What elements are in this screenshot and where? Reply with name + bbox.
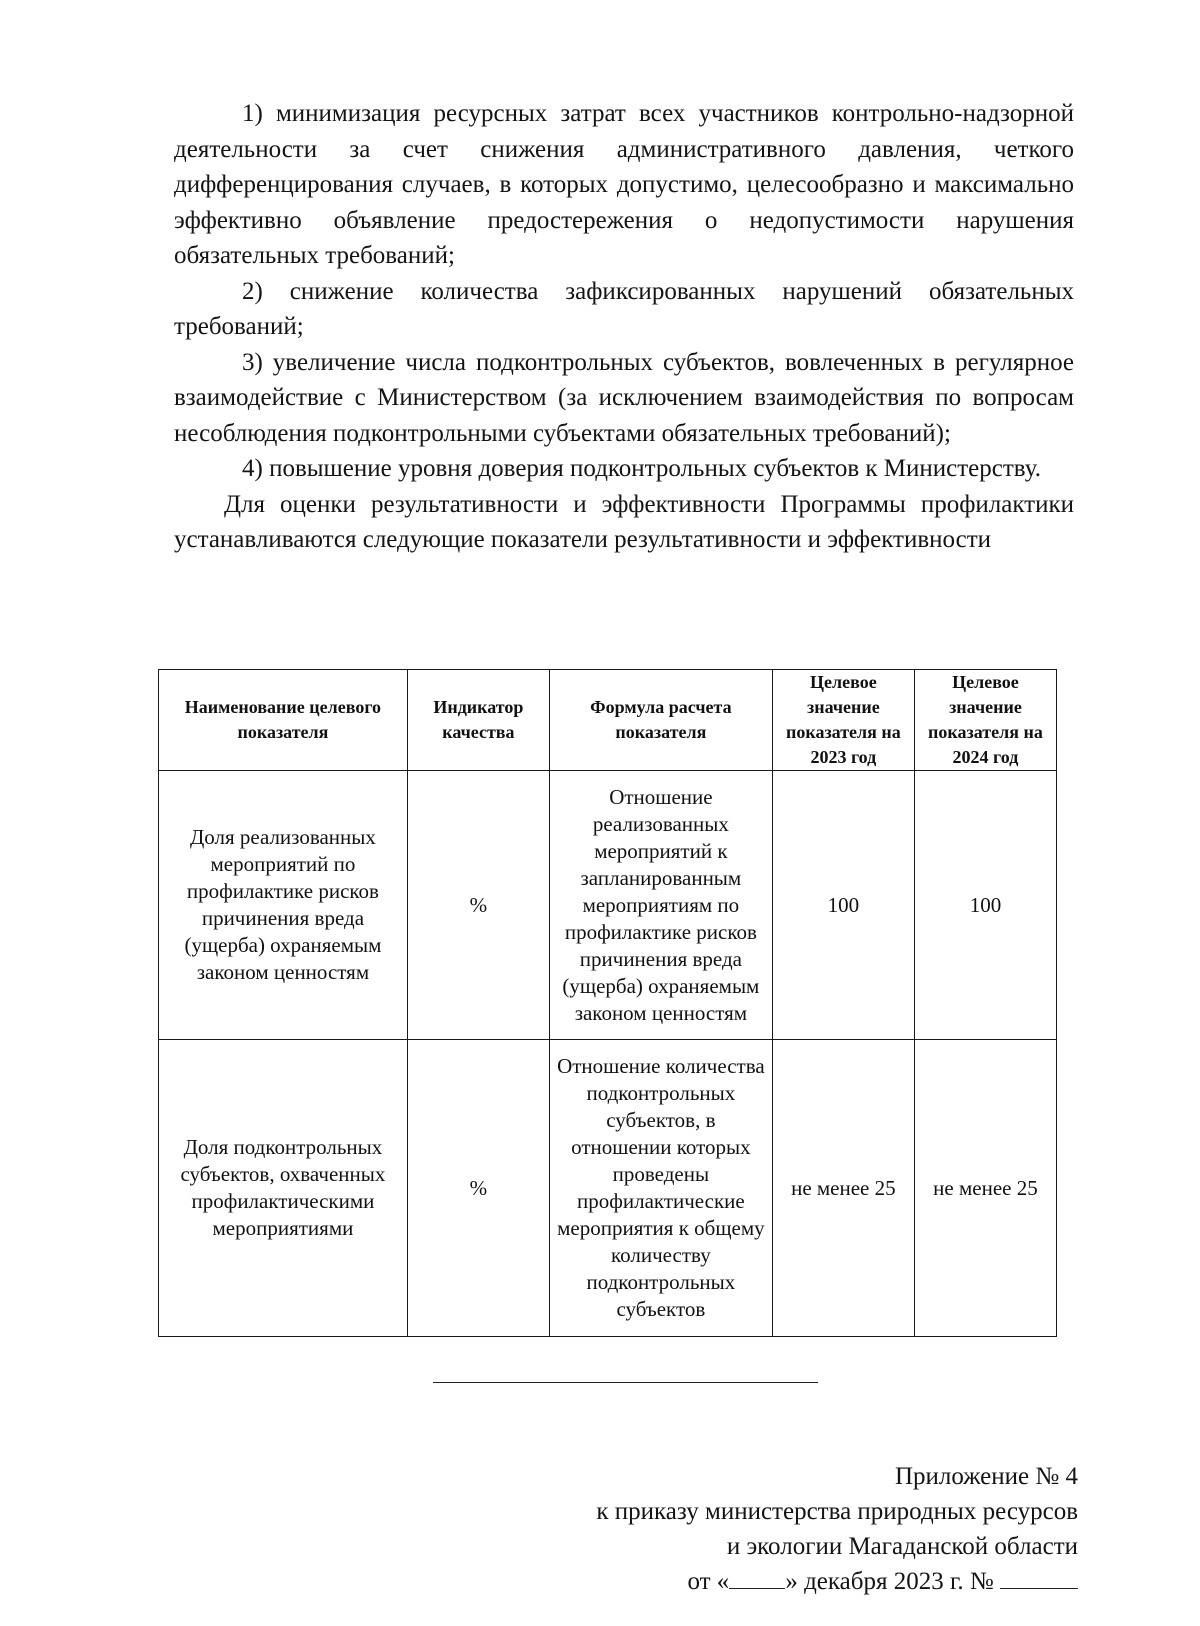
annex-number: Приложение № 4 xyxy=(894,1463,1078,1490)
cell-formula: Отношение реализованных мероприятий к запланированным мероприятиям по профилактике рисков причинения вреда (ущерба) охраняемым законом ценностям xyxy=(549,771,772,1040)
header-target-2024: Целевое значение показателя на 2024 год xyxy=(914,670,1056,771)
separator-line xyxy=(433,1382,818,1383)
cell-target-2024: 100 xyxy=(914,771,1056,1040)
annex-order-line: к приказу министерства природных ресурсов xyxy=(596,1498,1078,1525)
header-indicator-name: Наименование целевого показателя xyxy=(159,670,408,771)
intro-paragraph: Для оценки результативности и эффективности Программы профилактики устанавливаются следующие показатели результативности и эффективности xyxy=(174,490,1074,553)
table-row xyxy=(159,1040,1057,1337)
cell-target-2023: 100 xyxy=(772,771,914,1040)
indicators-table xyxy=(158,669,1057,1337)
order-number-blank xyxy=(1000,1566,1078,1589)
annex-header xyxy=(478,1459,1078,1599)
annex-date-prefix: от « xyxy=(687,1568,730,1595)
annex-ministry-line: и экологии Магаданской области xyxy=(726,1533,1078,1560)
list-item-2: 2) снижение количества зафиксированных нарушений обязательных требований; xyxy=(174,277,1074,340)
table-header-row xyxy=(159,670,1057,771)
cell-quality-indicator: % xyxy=(407,1040,549,1337)
list-item-1: 1) минимизация ресурсных затрат всех участников контрольно-надзорной деятельности за счет снижения административного давления, четкого дифференцирования случаев, в которых допустимо, целесообразно и максимально эффективно объявление предостережения о недопустимости нарушения обязательных требований; xyxy=(174,100,1074,269)
table-row xyxy=(159,771,1057,1040)
cell-target-2024: не менее 25 xyxy=(914,1040,1056,1337)
header-target-2023: Целевое значение показателя на 2023 год xyxy=(772,670,914,771)
cell-quality-indicator: % xyxy=(407,771,549,1040)
annex-date-line xyxy=(478,1564,1078,1599)
list-item-4: 4) повышение уровня доверия подконтрольных субъектов к Министерству. xyxy=(242,455,1041,482)
annex-date-middle: » декабря 2023 г. № xyxy=(785,1568,994,1595)
list-item-3: 3) увеличение числа подконтрольных субъектов, вовлеченных в регулярное взаимодействие с Министерством (за исключением взаимодействия по вопросам несоблюдения подконтрольными субъектами обязательных требований); xyxy=(174,348,1074,447)
day-blank xyxy=(729,1566,785,1589)
cell-indicator-name: Доля подконтрольных субъектов, охваченных профилактическими мероприятиями xyxy=(159,1040,408,1337)
cell-target-2023: не менее 25 xyxy=(772,1040,914,1337)
header-formula: Формула расчета показателя xyxy=(549,670,772,771)
cell-indicator-name: Доля реализованных мероприятий по профилактике рисков причинения вреда (ущерба) охраняемым законом ценностям xyxy=(159,771,408,1040)
cell-formula: Отношение количества подконтрольных субъектов, в отношении которых проведены профилактические мероприятия к общему количеству подконтрольных субъектов xyxy=(549,1040,772,1337)
body-text xyxy=(174,96,1074,558)
header-quality-indicator: Индикатор качества xyxy=(407,670,549,771)
